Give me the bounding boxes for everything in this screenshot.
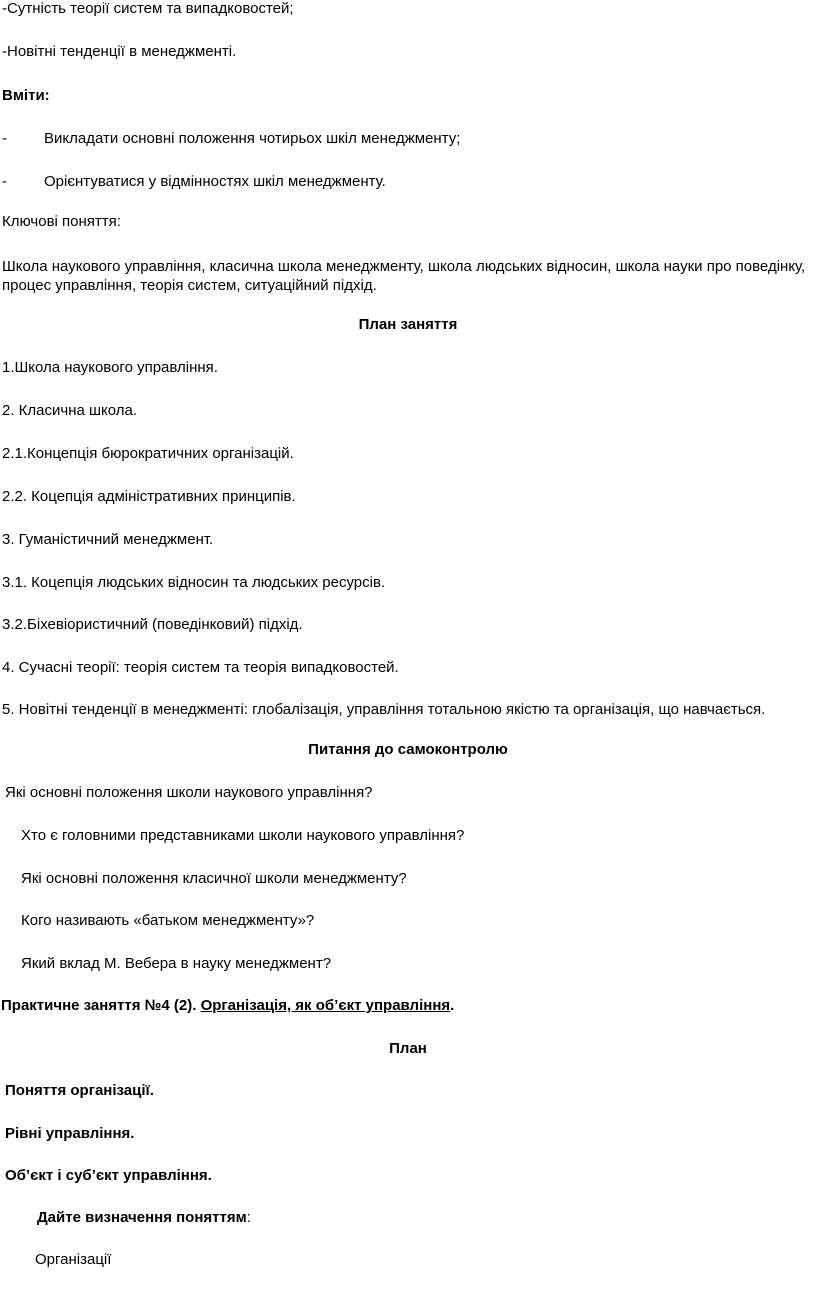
practical-lesson-prefix: Практичне заняття №4 (2).	[1, 997, 201, 1014]
list-dash: -	[2, 130, 7, 147]
list-item: 1.Школа наукового управління.	[2, 359, 218, 376]
definitions-instruction	[37, 1209, 251, 1227]
question-item: Кого називають «батьком менеджменту»?	[21, 912, 315, 929]
list-item: 3. Гуманістичний менеджмент.	[2, 531, 214, 548]
practical-lesson-title	[1, 997, 454, 1015]
practical-lesson-suffix: .	[450, 997, 455, 1014]
question-item: Які основні положення класичної школи менеджменту?	[21, 870, 407, 887]
topic-line-systems-theory: -Сутність теорії систем та випадковостей;	[2, 0, 294, 17]
key-concepts-text: Школа наукового управління, класична школа менеджменту, школа людських відносин, школа науки про поведінку, процес управління, теорія систем, ситуаційний підхід.	[2, 258, 806, 294]
practical-plan-heading: План	[389, 1040, 427, 1057]
skill-text: Орієнтуватися у відмінностях шкіл менеджменту.	[44, 173, 386, 190]
list-dash: -	[2, 173, 7, 190]
list-item: 2.1.Концепція бюрократичних організацій.	[2, 445, 294, 462]
question-item: Який вклад М. Вебера в науку менеджмент?	[21, 955, 332, 972]
list-item: Рівні управління.	[5, 1125, 135, 1142]
list-item: Поняття організації.	[5, 1082, 154, 1099]
list-item: 3.1. Коцепція людських відносин та людських ресурсів.	[2, 574, 386, 591]
list-item: 5. Новітні тенденції в менеджменті: глобалізація, управління тотальною якістю та організація, що навчається.	[2, 701, 766, 718]
list-item: 3.2.Біхевіористичний (поведінковий) підхід.	[2, 616, 303, 633]
practical-lesson-topic: Організація, як об’єкт управління	[200, 997, 451, 1014]
skills-heading: Вміти:	[2, 87, 50, 104]
question-item: Які основні положення школи наукового управління?	[5, 784, 373, 801]
skill-text: Викладати основні положення чотирьох шкіл менеджменту;	[44, 130, 461, 147]
list-item: Об’єкт і суб’єкт управління.	[5, 1167, 212, 1184]
list-item: 2.2. Коцепція адміністративних принципів.	[2, 488, 296, 505]
self-control-heading: Питання до самоконтролю	[308, 741, 508, 758]
definition-term: Організації	[35, 1251, 112, 1268]
definitions-colon: :	[246, 1209, 251, 1226]
list-item: 2. Класична школа.	[2, 402, 138, 419]
key-concepts-heading: Ключові поняття:	[2, 213, 121, 230]
list-item: 4. Сучасні теорії: теорія систем та теорія випадковостей.	[2, 659, 399, 676]
lesson-plan-heading: План заняття	[358, 316, 458, 333]
question-item: Хто є головними представниками школи наукового управління?	[21, 827, 465, 844]
topic-line-new-trends: -Новітні тенденції в менеджменті.	[2, 43, 237, 60]
definitions-label: Дайте визначення поняттям	[37, 1209, 247, 1226]
